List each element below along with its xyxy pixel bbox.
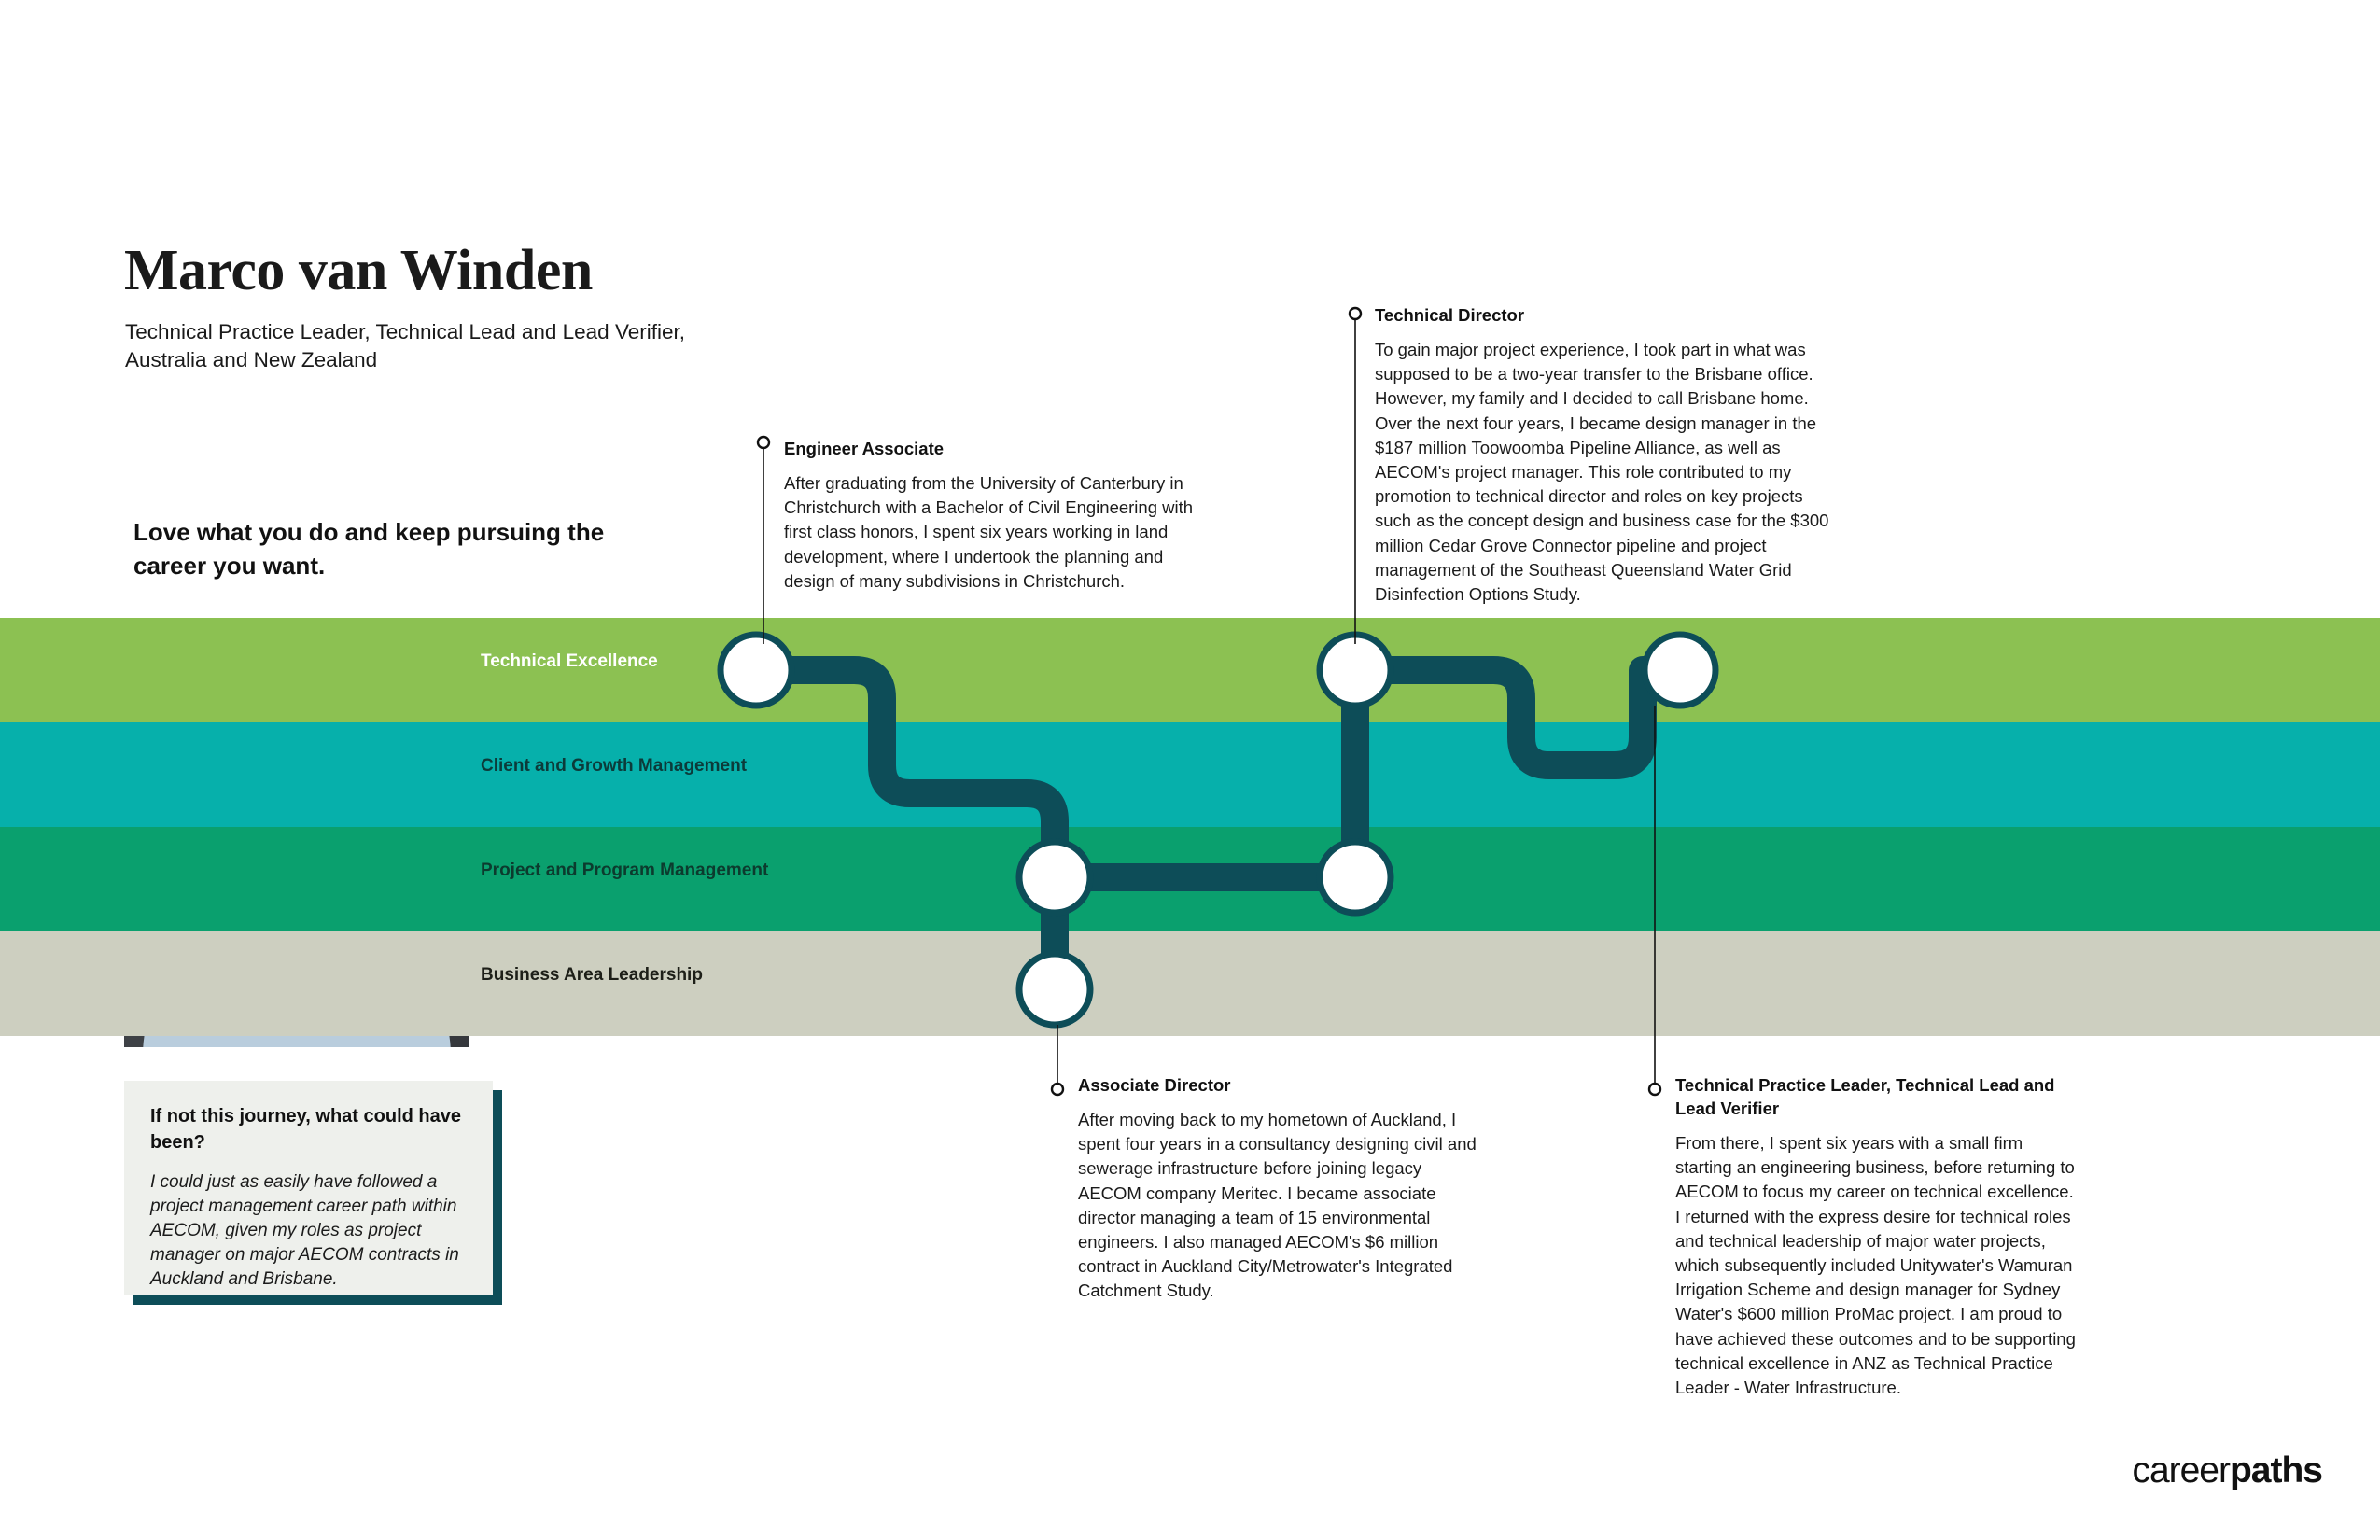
band-project-and-program-management [0,827,2380,931]
band-label-project-and-program-management: Project and Program Management [481,861,769,880]
callout-title: If not this journey, what could have been? [150,1106,461,1153]
band-label-client-and-growth-management: Client and Growth Management [481,756,748,776]
milestone-body: After graduating from the University of Canterbury in Christchurch with a Bachelor of Civil Engineering with first class honors, I spent six years working in land development, where I undertook the planning and design of many subdivisions in Christchurch. [784,473,1194,591]
milestone-title: Associate Director [1078,1075,1231,1095]
milestone-technical-director [1375,303,1841,607]
milestone-body: From there, I spent six years with a small firm starting an engineering business, before returning to AECOM to focus my career on technical excellence. I returned with the express desire for technical roles and technical leadership of major water projects, which subsequently included Unitywater's Wamuran Irrigation Scheme and design manager for Sydney Water's $600 million ProMac project. I am proud to have achieved these outcomes and to be supporting technical excellence in ANZ as Technical Practice Leader - Water Infrastructure. [1675,1133,2076,1398]
leader-dot-engineer-associate [758,437,769,448]
careerpaths-logo [2132,1450,2322,1491]
band-client-and-growth-management [0,722,2380,827]
page-title: Marco van Winden [124,239,593,302]
logo-word-career: career [2132,1450,2230,1491]
callout-panel [124,1081,493,1295]
band-technical-excellence [0,618,2380,722]
milestone-associate-director [1078,1073,1489,1304]
milestone-technical-practice-leader [1675,1073,2077,1400]
person-role-subtitle: Technical Practice Leader, Technical Lead and Lead Verifier, Australia and New Zealand [125,320,685,371]
reflection-callout [124,1081,493,1295]
milestone-title: Technical Director [1375,305,1525,325]
band-business-area-leadership [0,931,2380,1036]
milestone-engineer-associate [784,437,1195,594]
milestone-body: After moving back to my hometown of Auckland, I spent four years in a consultancy designing civil and sewerage infrastructure before joining legacy AECOM company Meritec. I became associate director managing a team of 15 environmental engineers. I also managed AECOM's $6 million contract in Auckland City/Metrowater's Integrated Catchment Study. [1078,1110,1477,1301]
callout-text: I could just as easily have followed a project management career path within AECOM, given my roles as project manager on major AECOM contracts in Auckland and Brisbane. [150,1172,459,1289]
band-label-technical-excellence: Technical Excellence [481,651,658,671]
leader-dot-technical-practice-leader [1649,1084,1660,1095]
tagline: Love what you do and keep pursuing the career you want. [133,518,605,580]
milestone-title: Engineer Associate [784,439,945,458]
milestone-body: To gain major project experience, I took part in what was supposed to be a two-year transfer to the Brisbane office. However, my family and I decided to call Brisbane home. Over the next four years, I became design manager in the $187 million Toowoomba Pipeline Alliance, as well as AECOM's project manager. This role contributed to my promotion to technical director and roles on key projects such as the concept design and business case for the $300 million Cedar Grove Connector pipeline and project management of the Southeast Queensland Water Grid Disinfection Options Study. [1375,340,1829,605]
leader-dot-associate-director [1052,1084,1063,1095]
milestone-title: Technical Practice Leader, Technical Lead and Lead Verifier [1675,1075,2055,1118]
leader-dot-technical-director [1350,308,1361,319]
band-label-business-area-leadership: Business Area Leadership [481,965,703,985]
logo-word-paths: paths [2229,1450,2322,1491]
